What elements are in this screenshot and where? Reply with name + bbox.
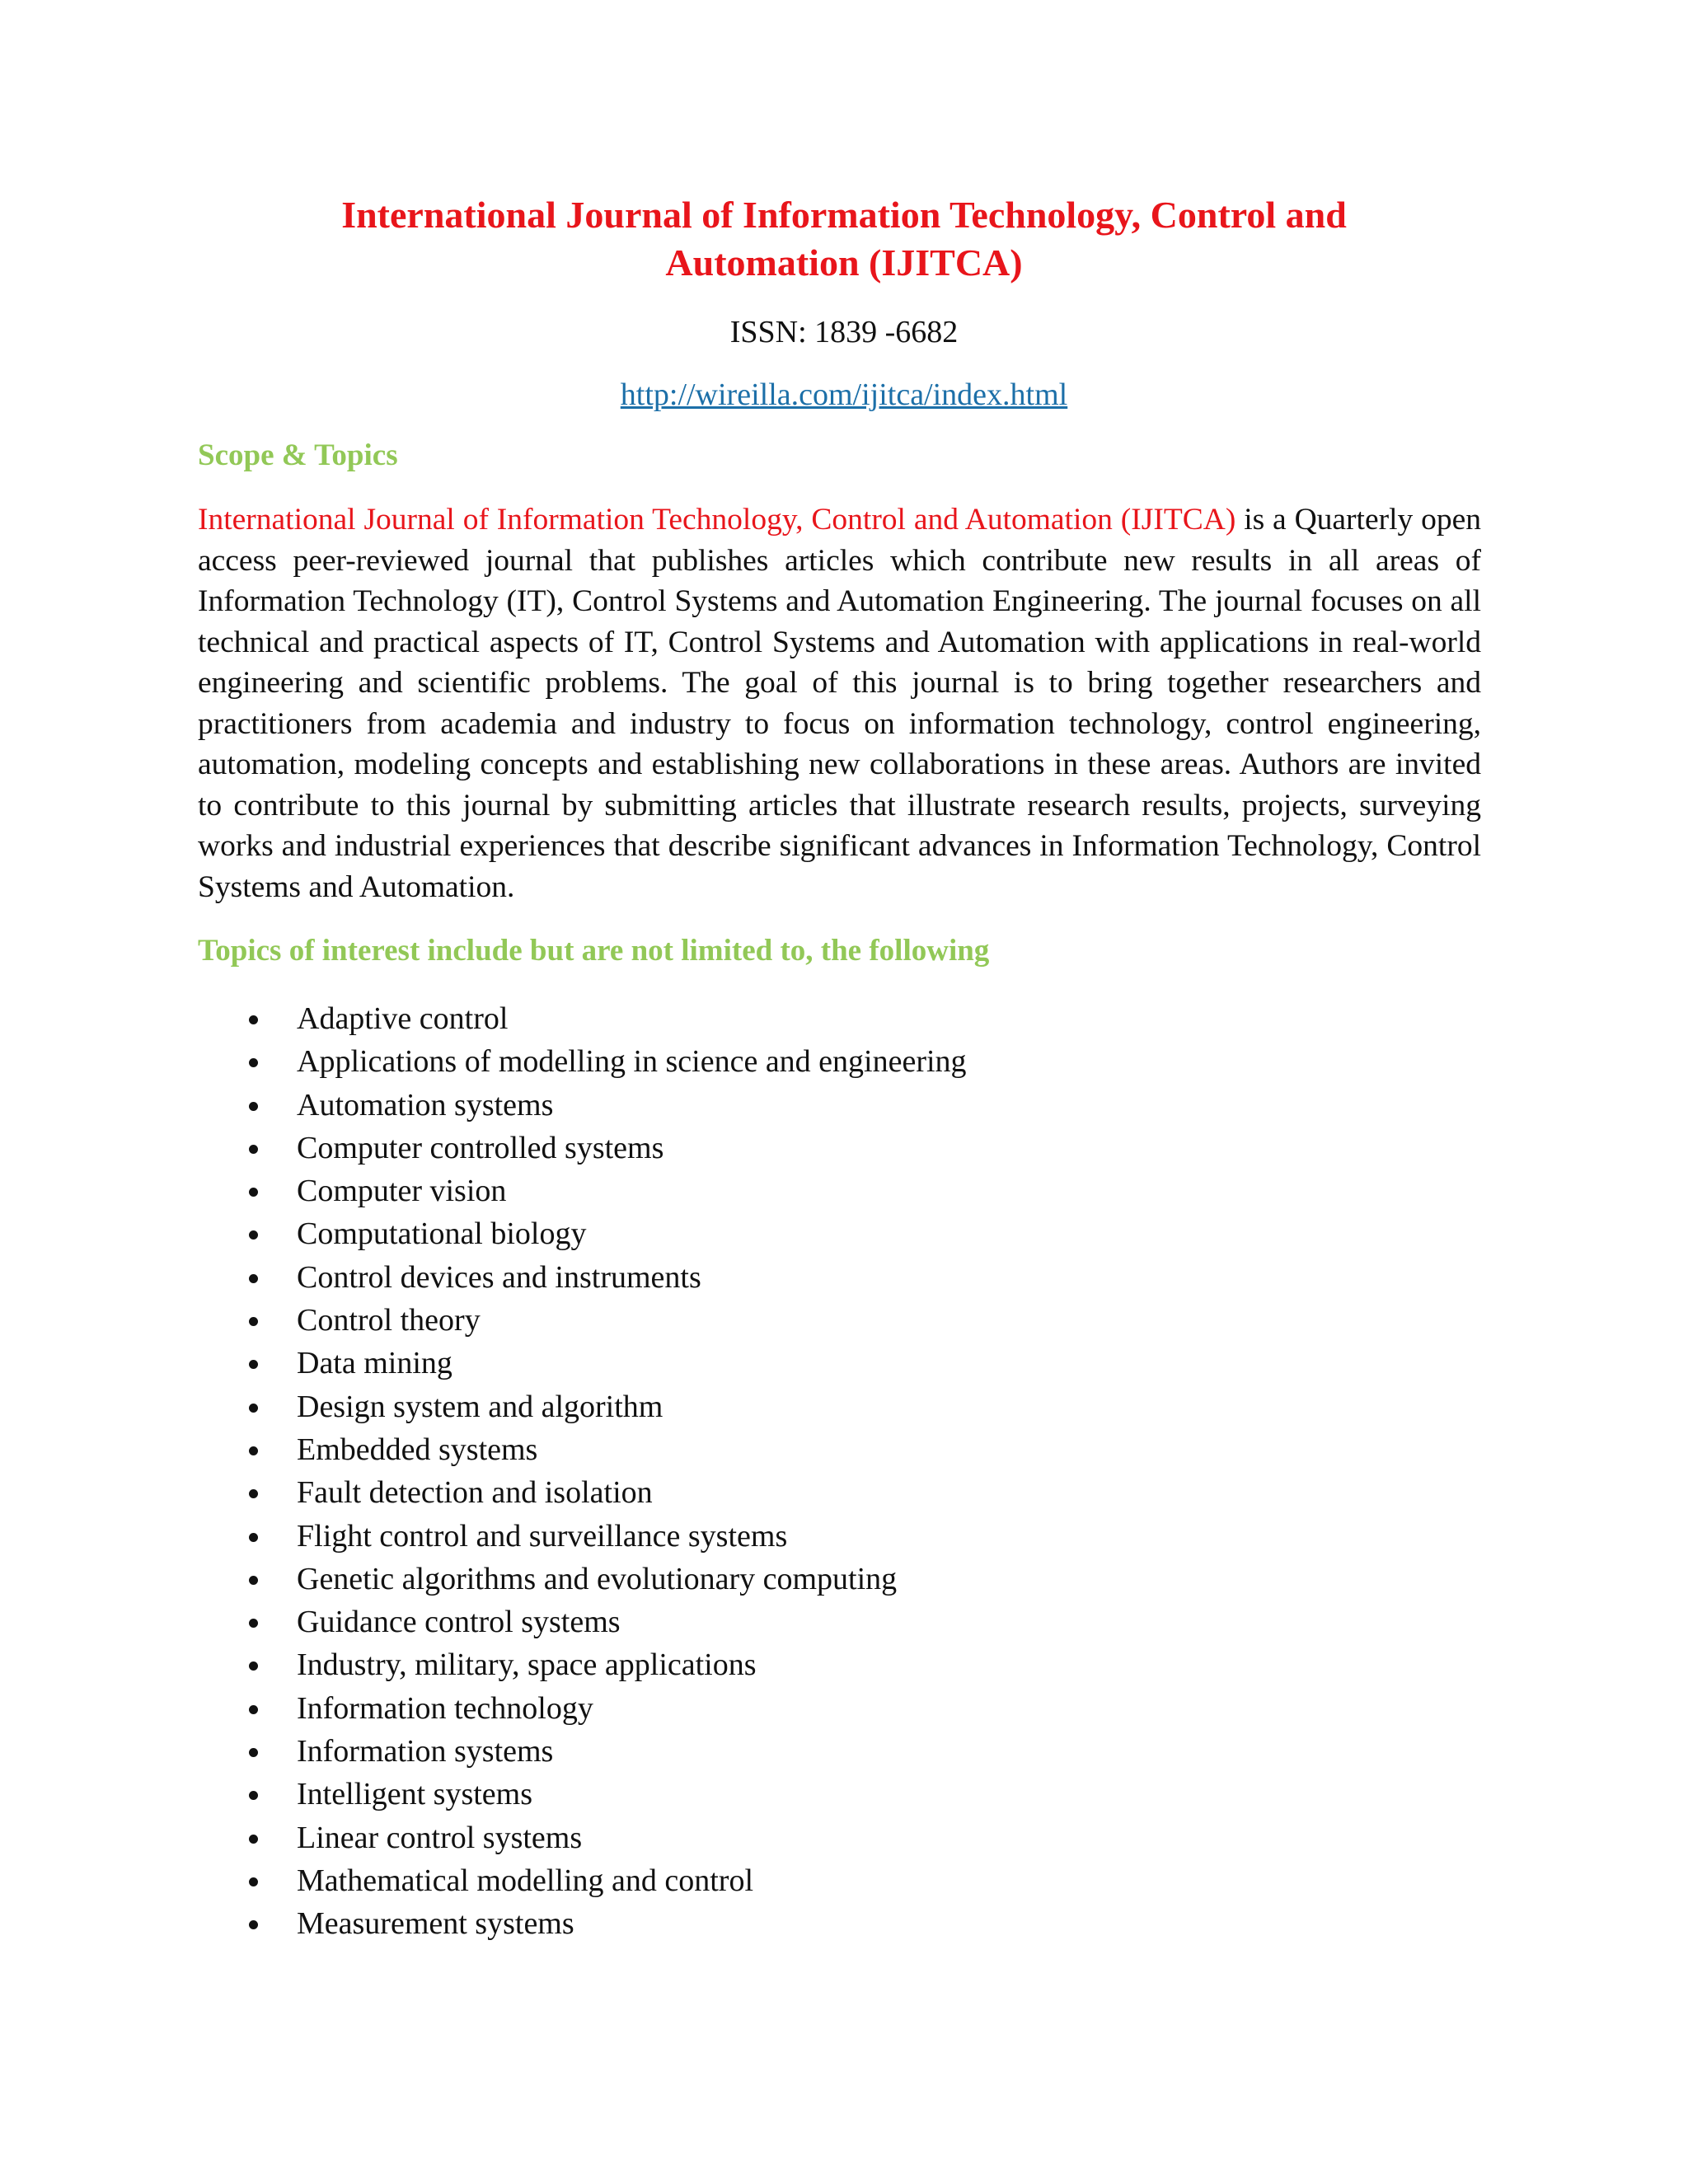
topic-label: Control theory	[297, 1303, 481, 1338]
journal-url-link[interactable]: http://wireilla.com/ijitca/index.html	[620, 377, 1068, 412]
bullet-icon	[249, 1835, 258, 1844]
topic-label: Computational biology	[297, 1216, 587, 1252]
topic-label: Data mining	[297, 1346, 452, 1381]
list-item	[198, 1385, 967, 1428]
bullet-icon	[249, 1360, 258, 1369]
topic-label: Computer controlled systems	[297, 1130, 664, 1165]
bullet-icon	[249, 1446, 258, 1455]
list-item	[198, 1601, 967, 1643]
bullet-icon	[249, 1920, 258, 1929]
topic-label: Measurement systems	[297, 1906, 574, 1942]
list-item	[198, 1471, 967, 1514]
topics-list	[198, 997, 967, 1946]
bullet-icon	[249, 1102, 258, 1111]
topics-heading: Topics of interest include but are not limited to, the following	[198, 934, 990, 968]
topic-label: Flight control and surveillance systems	[297, 1518, 788, 1554]
topic-label: Genetic algorithms and evolutionary computing	[297, 1561, 898, 1596]
list-item	[198, 1816, 967, 1859]
bullet-icon	[249, 1661, 258, 1671]
issn-line: ISSN: 1839 -6682	[729, 315, 959, 349]
bullet-icon	[249, 1877, 258, 1886]
bullet-icon	[249, 1188, 258, 1197]
list-item	[198, 1299, 967, 1342]
list-item	[198, 1040, 967, 1083]
list-item	[198, 1643, 967, 1686]
topic-label: Intelligent systems	[297, 1777, 533, 1812]
bullet-icon	[249, 1489, 258, 1498]
topic-label: Fault detection and isolation	[297, 1475, 653, 1511]
topic-label: Design system and algorithm	[297, 1389, 663, 1424]
topic-label: Information systems	[297, 1734, 554, 1769]
topic-label: Industry, military, space applications	[297, 1647, 757, 1683]
bullet-icon	[249, 1274, 258, 1283]
bullet-icon	[249, 1791, 258, 1800]
topic-label: Guidance control systems	[297, 1605, 621, 1640]
list-item	[198, 1773, 967, 1816]
topic-label: Linear control systems	[297, 1820, 583, 1855]
bullet-icon	[249, 1058, 258, 1067]
list-item	[198, 1342, 967, 1385]
topic-label: Information technology	[297, 1690, 593, 1726]
bullet-icon	[249, 1015, 258, 1024]
scope-description: is a Quarterly open access peer-reviewed journal that publishes articles which contribute new results in all areas of Information Technology (IT), Control Systems and Automation Engineering. The journal focuses on all technical and practical aspects of IT, Control Systems and Automation with applications in real-world engineering and scientific problems. The goal of this journal is to bring together researchers and practitioners from academia and industry to focus on information technology, control engineering, automation, modeling concepts and establishing new collaborations in these areas. Authors are invited to contribute to this journal by submitting articles that illustrate research results, projects, surveying works and industrial experiences that describe significant advances in Information Technology, Control Systems and Automation.	[198, 503, 1481, 904]
journal-name-highlight: International Journal of Information Technology, Control and Automation (IJITCA)	[198, 503, 1236, 537]
list-item	[198, 1558, 967, 1601]
journal-url-line	[0, 376, 1688, 414]
list-item	[198, 1169, 967, 1212]
bullet-icon	[249, 1230, 258, 1240]
bullet-icon	[249, 1619, 258, 1628]
bullet-icon	[249, 1404, 258, 1413]
topic-label: Control devices and instruments	[297, 1259, 701, 1295]
topic-label: Mathematical modelling and control	[297, 1863, 754, 1898]
list-item	[198, 1859, 967, 1902]
bullet-icon	[249, 1705, 258, 1714]
list-item	[198, 1212, 967, 1255]
list-item	[198, 1428, 967, 1471]
list-item	[198, 1730, 967, 1773]
bullet-icon	[249, 1748, 258, 1757]
list-item	[198, 1902, 967, 1945]
topic-label: Adaptive control	[297, 1001, 509, 1036]
list-item	[198, 997, 967, 1040]
journal-title: International Journal of Information Technology, Control and Automation (IJITCA)	[341, 194, 1347, 284]
scope-paragraph	[198, 499, 1481, 907]
topic-label: Embedded systems	[297, 1432, 538, 1467]
topic-label: Computer vision	[297, 1174, 507, 1209]
list-item	[198, 1127, 967, 1169]
list-item	[198, 1084, 967, 1127]
list-item	[198, 1256, 967, 1299]
bullet-icon	[249, 1317, 258, 1326]
scope-heading: Scope & Topics	[198, 438, 398, 472]
topic-label: Applications of modelling in science and engineering	[297, 1044, 967, 1080]
bullet-icon	[249, 1533, 258, 1542]
list-item	[198, 1515, 967, 1558]
bullet-icon	[249, 1576, 258, 1585]
list-item	[198, 1687, 967, 1730]
bullet-icon	[249, 1145, 258, 1154]
topic-label: Automation systems	[297, 1087, 554, 1122]
